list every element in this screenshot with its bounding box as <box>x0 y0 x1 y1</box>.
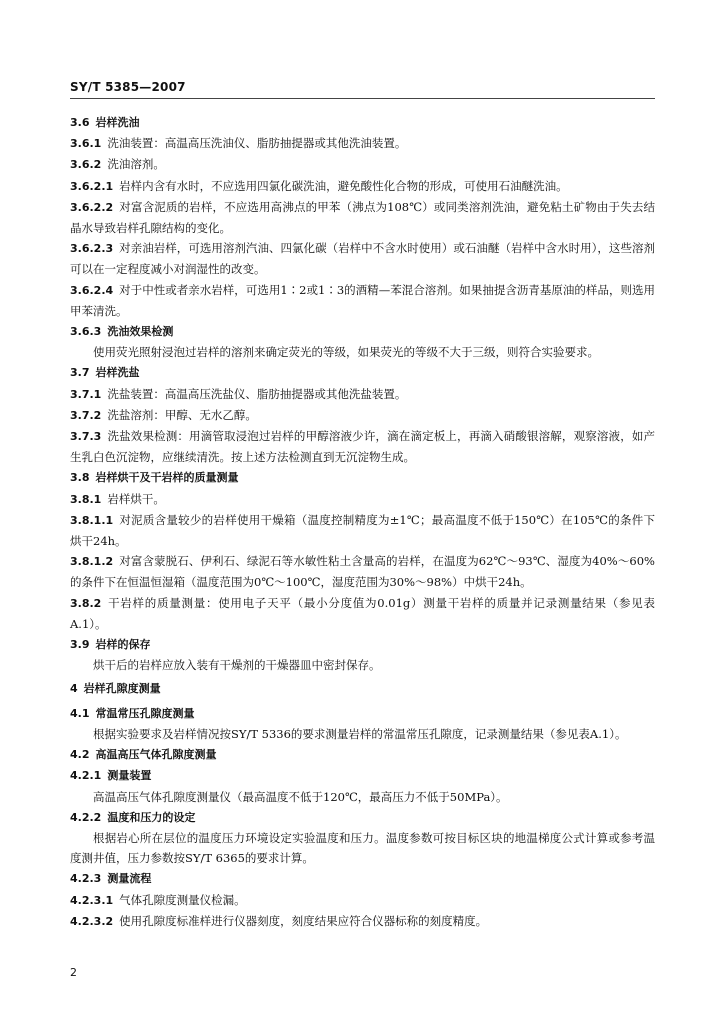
standard-code-header: SY/T 5385—2007 <box>70 80 186 94</box>
clause-text: 岩样内含有水时，不应选用四氯化碳洗油，避免酸性化合物的形成，可使用石油醚洗油。 <box>119 178 568 193</box>
clause-paragraph <box>70 426 655 467</box>
section-number: 3.7 <box>70 366 90 380</box>
clause-number: 3.6.2 <box>70 158 102 172</box>
clause-paragraph <box>70 154 655 175</box>
section-heading <box>70 467 655 488</box>
clause-number: 3.8.1 <box>70 492 102 506</box>
clause-paragraph <box>70 176 655 197</box>
clause-paragraph <box>70 890 655 911</box>
section-heading <box>70 362 655 383</box>
body-paragraph: 根据岩心所在层位的温度压力环境设定实验温度和压力。温度参数可按目标区块的地温梯度公式计算或参考温度测井值，压力参数按SY/T 6365的要求计算。 <box>70 830 655 866</box>
section-title: 温度和压力的设定 <box>107 810 196 824</box>
section-title: 测量装置 <box>107 769 152 783</box>
clause-text: 干岩样的质量测量：使用电子天平（最小分度值为0.01g）测量干岩样的质量并记录测量结果（参见表A.1）。 <box>70 595 655 631</box>
clause-text: 洗油溶剂。 <box>107 157 165 172</box>
clause-paragraph <box>70 510 655 551</box>
section-number: 4 <box>70 682 78 696</box>
clause-text: 洗盐装置：高温高压洗盐仪、脂肪抽提器或其他洗盐装置。 <box>107 386 407 401</box>
clause-paragraph <box>70 280 655 321</box>
clause-paragraph <box>70 405 655 426</box>
body-paragraph: 根据实验要求及岩样情况按SY/T 5336的要求测量岩样的常温常压孔隙度，记录测量结果（参见表A.1）。 <box>93 726 627 741</box>
clause-number: 3.7.3 <box>70 430 102 444</box>
clause-number: 3.8.2 <box>70 596 102 610</box>
clause-number: 3.6.1 <box>70 137 102 151</box>
clause-paragraph <box>70 238 655 279</box>
header-rule <box>70 98 655 99</box>
section-title: 岩样洗盐 <box>95 366 140 380</box>
clause-paragraph <box>70 384 655 405</box>
page-number: 2 <box>70 966 77 979</box>
section-number: 3.9 <box>70 638 90 652</box>
section-title: 测量流程 <box>107 872 152 886</box>
section-title: 高温高压气体孔隙度测量 <box>95 748 217 762</box>
section-title: 岩样孔隙度测量 <box>83 682 161 696</box>
clause-text: 岩样烘干。 <box>107 491 165 506</box>
section-heading <box>70 868 655 889</box>
clause-text: 洗油装置：高温高压洗油仪、脂肪抽提器或其他洗油装置。 <box>107 136 407 151</box>
section-heading <box>70 744 655 765</box>
clause-text: 对于中性或者亲水岩样，可选用1∶2或1∶3的酒精—苯混合溶剂。如果抽提含沥青基原油的样品，则选用甲苯清洗。 <box>70 282 655 318</box>
clause-number: 3.7.1 <box>70 387 102 401</box>
clause-text: 对富含泥质的岩样，不应选用高沸点的甲苯（沸点为108℃）或同类溶剂洗油，避免粘土矿物由于失去结晶水导致岩样孔隙结构的变化。 <box>70 199 655 236</box>
clause-text: 洗盐溶剂：甲醇、无水乙醇。 <box>107 407 257 422</box>
clause-number: 3.6.2.1 <box>70 179 114 193</box>
section-heading <box>70 807 655 828</box>
section-heading <box>70 765 655 786</box>
section-number: 4.2.1 <box>70 769 102 783</box>
section-number: 4.2.3 <box>70 872 102 886</box>
clause-paragraph <box>70 551 655 592</box>
section-number: 4.1 <box>70 706 90 720</box>
section-title: 岩样烘干及干岩样的质量测量 <box>95 471 239 485</box>
section-number: 4.2 <box>70 748 90 762</box>
section-heading <box>70 678 655 699</box>
section-title: 洗油效果检测 <box>107 325 174 339</box>
clause-paragraph <box>70 133 655 154</box>
section-number: 3.6 <box>70 116 90 129</box>
clause-number: 3.8.1.2 <box>70 555 114 569</box>
document-body <box>70 112 655 932</box>
body-paragraph: 使用荧光照射浸泡过岩样的溶剂来确定荧光的等级，如果荧光的等级不大于三级，则符合实验要求。 <box>93 345 599 360</box>
clause-text: 洗盐效果检测：用滴管取浸泡过岩样的甲醇溶液少许，滴在滴定板上，再滴入硝酸银溶解，观察溶液，如产生乳白色沉淀物，应继续清洗。按上述方法检测直到无沉淀物生成。 <box>70 429 655 465</box>
clause-text: 对泥质含量较少的岩样使用干燥箱（温度控制精度为±1℃；最高温度不低于150℃）在105℃的条件下烘干24h。 <box>70 512 655 549</box>
section-heading <box>70 321 655 342</box>
clause-number: 4.2.3.1 <box>70 893 114 907</box>
section-title: 岩样洗油 <box>95 116 140 129</box>
clause-number: 3.6.2.4 <box>70 283 114 297</box>
clause-paragraph <box>70 911 655 932</box>
section-title: 岩样的保存 <box>95 638 151 652</box>
clause-number: 3.7.2 <box>70 408 102 422</box>
section-heading <box>70 703 655 724</box>
clause-text: 对亲油岩样，可选用溶剂汽油、四氯化碳（岩样中不含水时使用）或石油醚（岩样中含水时用），这些溶剂可以在一定程度减小对润湿性的改变。 <box>70 241 655 277</box>
section-title: 常温常压孔隙度测量 <box>95 706 195 720</box>
body-paragraph: 高温高压气体孔隙度测量仪（最高温度不低于120℃，最高压力不低于50MPa）。 <box>93 789 508 804</box>
clause-paragraph <box>70 489 655 510</box>
clause-paragraph <box>70 593 655 634</box>
clause-number: 4.2.3.2 <box>70 914 114 928</box>
clause-number: 3.6.2.3 <box>70 242 114 256</box>
clause-number: 3.6.2.2 <box>70 200 114 214</box>
body-paragraph: 烘干后的岩样应放入装有干燥剂的干燥器皿中密封保存。 <box>93 658 381 673</box>
section-number: 4.2.2 <box>70 810 102 824</box>
clause-text: 使用孔隙度标准样进行仪器刻度，刻度结果应符合仪器标称的刻度精度。 <box>119 913 488 928</box>
section-heading <box>70 634 655 655</box>
clause-text: 气体孔隙度测量仪检漏。 <box>119 892 246 907</box>
section-heading <box>70 112 655 133</box>
section-number: 3.6.3 <box>70 325 102 339</box>
clause-number: 3.8.1.1 <box>70 513 114 527</box>
clause-paragraph <box>70 197 655 238</box>
section-number: 3.8 <box>70 471 90 485</box>
clause-text: 对富含蒙脱石、伊利石、绿泥石等水敏性粘土含量高的岩样，在温度为62℃～93℃、湿度为40%～60%的条件下在恒温恒湿箱（温度范围为0℃～100℃，湿度范围为30%～98%）中烘干24h。 <box>70 554 655 590</box>
